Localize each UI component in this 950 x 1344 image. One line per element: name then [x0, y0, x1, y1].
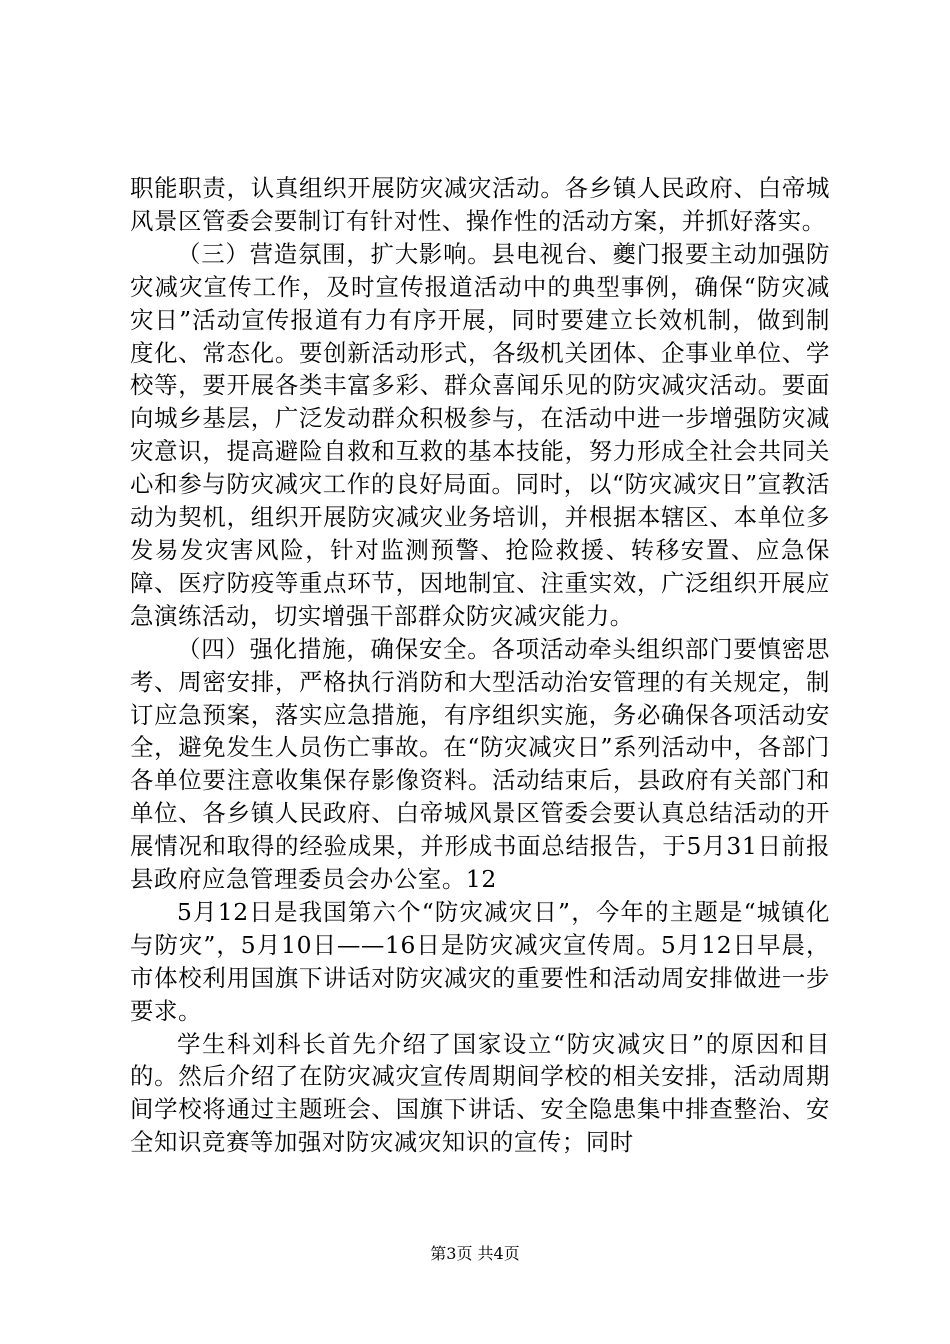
paragraph-section-three: （三）营造氛围，扩大影响。县电视台、夔门报要主动加强防灾减灾宣传工作，及时宣传报道活动中的典型事例，确保“防灾减灾日”活动宣传报道有力有序开展，同时要建立长效机制，做到制度化、常态化。要创新活动形式，各级机关团体、企事业单位、学校等，要开展各类丰富多彩、群众喜闻乐见的防灾减灾活动。要面向城乡基层，广泛发动群众积极参与，在活动中进一步增强防灾减灾意识，提高避险自救和互救的基本技能，努力形成全社会共同关心和参与防灾减灾工作的良好局面。同时，以“防灾减灾日”宣教活动为契机，组织开展防灾减灾业务培训，并根据本辖区、本单位多发易发灾害风险，针对监测预警、抢险救援、转移安置、应急保障、医疗防疫等重点环节，因地制宜、注重实效，广泛组织开展应急演练活动，切实增强干部群众防灾减灾能力。 [130, 239, 830, 630]
paragraph-continuation: 职能职责，认真组织开展防灾减灾活动。各乡镇人民政府、白帝城风景区管委会要制订有针对性、操作性的活动方案，并抓好落实。 [130, 174, 830, 235]
paragraph-disaster-day: 5月12日是我国第六个“防灾减灾日”，今年的主题是“城镇化与防灾”，5月10日——16日是防灾减灾宣传周。5月12日早晨，市体校利用国旗下讲话对防灾减灾的重要性和活动周安排做进一步要求。 [130, 897, 830, 1025]
paragraph-student-section: 学生科刘科长首先介绍了国家设立“防灾减灾日”的原因和目的。然后介绍了在防灾减灾宣传周期间学校的相关安排，活动周期间学校将通过主题班会、国旗下讲话、安全隐患集中排查整治、安全知识竞赛等加强对防灾减灾知识的宣传；同时 [130, 1029, 830, 1157]
paragraph-section-four: （四）强化措施，确保安全。各项活动牵头组织部门要慎密思考、周密安排，严格执行消防和大型活动治安管理的有关规定，制订应急预案，落实应急措施，有序组织实施，务必确保各项活动安全，避免发生人员伤亡事故。在“防灾减灾日”系列活动中，各部门各单位要注意收集保存影像资料。活动结束后，县政府有关部门和单位、各乡镇人民政府、白帝城风景区管委会要认真总结活动的开展情况和取得的经验成果，并形成书面总结报告，于5月31日前报县政府应急管理委员会办公室。12 [130, 634, 830, 894]
page-footer: 第3页 共4页 [430, 1244, 520, 1263]
document-body [130, 172, 830, 1159]
